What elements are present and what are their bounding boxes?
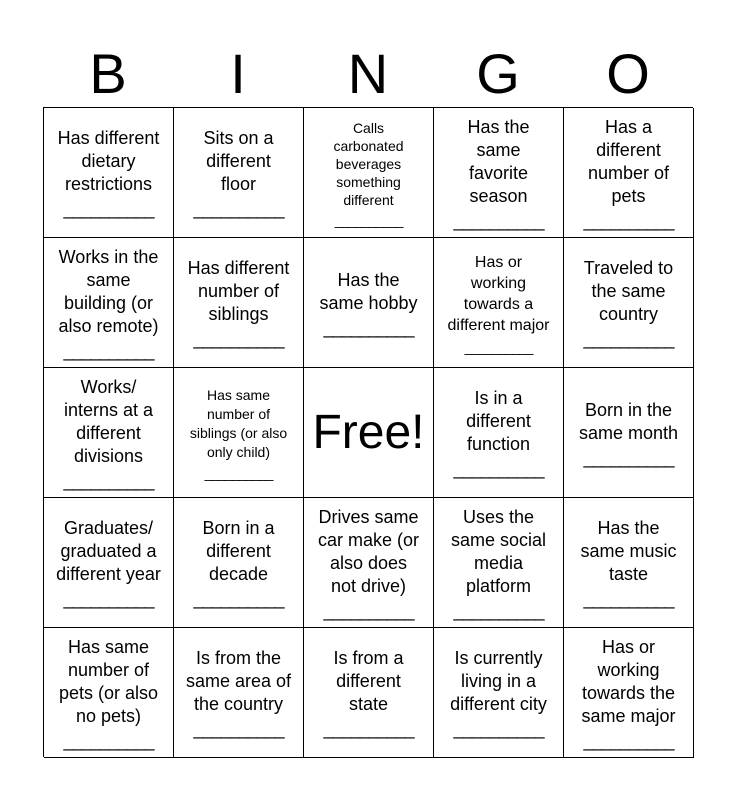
bingo-cell[interactable] [304, 238, 434, 368]
cell-prompt: Has different number of siblings [187, 258, 290, 324]
header-letter-n: N [347, 42, 389, 105]
bingo-cell[interactable] [434, 108, 564, 238]
free-space[interactable] [304, 368, 434, 498]
bingo-cell[interactable] [174, 498, 304, 628]
bingo-board [43, 107, 693, 757]
signature-line: __________ [453, 210, 544, 231]
bingo-cell[interactable] [564, 368, 694, 498]
signature-line: __________ [583, 447, 674, 468]
cell-prompt: Works/ interns at a different divisions [63, 376, 154, 466]
cell-prompt: Born in a different decade [202, 518, 275, 584]
cell-prompt: Has same number of pets (or also no pets) [58, 636, 159, 726]
bingo-cell[interactable] [564, 108, 694, 238]
signature-line: __________ [63, 199, 154, 219]
bingo-cell[interactable] [304, 108, 434, 238]
bingo-cell[interactable] [174, 108, 304, 238]
signature-line: __________ [583, 589, 674, 609]
signature-line: __________ [193, 199, 284, 219]
header-letter-b: B [89, 42, 127, 105]
cell-prompt: Has the same favorite season [467, 116, 530, 206]
signature-line: __________ [583, 329, 674, 349]
cell-prompt: Sits on a different floor [203, 128, 274, 194]
cell-prompt: Born in the same month [578, 399, 679, 443]
cell-prompt: Graduates/ graduated a different year [56, 518, 161, 584]
signature-line: __________ [453, 459, 544, 479]
cell-prompt: Has or working towards a different major [447, 253, 550, 334]
cell-prompt: Is from a different state [333, 648, 404, 714]
cell-prompt: Has a different number of pets [587, 116, 670, 206]
signature-line: __________ [323, 317, 414, 338]
bingo-cell[interactable] [44, 628, 174, 758]
header-letter-g: G [476, 42, 520, 105]
cell-prompt: Has same number of siblings (or also only child) [189, 386, 288, 460]
bingo-cell[interactable] [174, 238, 304, 368]
bingo-cell[interactable] [44, 108, 174, 238]
header-letter-i: I [230, 42, 246, 105]
signature-line: __________ [63, 589, 154, 609]
cell-prompt: Traveled to the same country [583, 258, 674, 324]
bingo-cell[interactable] [564, 498, 694, 628]
signature-line: __________ [193, 329, 284, 349]
bingo-cell[interactable] [44, 498, 174, 628]
bingo-cell[interactable] [564, 628, 694, 758]
signature-line: __________ [193, 589, 284, 609]
signature-line: __________ [583, 210, 674, 231]
bingo-cell[interactable] [44, 238, 174, 368]
bingo-cell[interactable] [174, 628, 304, 758]
bingo-cell[interactable] [304, 628, 434, 758]
bingo-cell[interactable] [564, 238, 694, 368]
signature-line: __________ [453, 600, 544, 621]
cell-prompt: Drives same car make (or also does not drive) [317, 506, 420, 596]
signature-line: __________ [193, 719, 284, 739]
signature-line: __________ [323, 600, 414, 621]
cell-prompt: Is from the same area of the country [185, 648, 292, 714]
cell-prompt: Is currently living in a different city [450, 648, 547, 714]
bingo-cell[interactable] [174, 368, 304, 498]
signature-line: __________ [63, 730, 154, 751]
bingo-cell[interactable] [44, 368, 174, 498]
bingo-cell[interactable] [434, 238, 564, 368]
cell-prompt: Works in the same building (or also remote) [58, 246, 159, 336]
bingo-cell[interactable] [434, 498, 564, 628]
bingo-header [43, 40, 693, 108]
signature-line: __________ [63, 340, 154, 361]
signature-line: __________ [453, 719, 544, 739]
cell-prompt: Uses the same social media platform [450, 506, 547, 596]
signature-line: __________ [583, 730, 674, 751]
signature-line: __________ [204, 464, 273, 481]
bingo-cell[interactable] [304, 498, 434, 628]
signature-line: __________ [323, 719, 414, 739]
free-space-label: Free! [312, 405, 425, 459]
cell-prompt: Is in a different function [466, 388, 531, 454]
cell-prompt: Has the same music taste [580, 518, 677, 584]
cell-prompt: Has or working towards the same major [581, 636, 676, 726]
bingo-cell[interactable] [434, 628, 564, 758]
cell-prompt: Has different dietary restrictions [57, 128, 160, 194]
signature-line: __________ [63, 470, 154, 491]
signature-line: __________ [464, 338, 533, 355]
header-letter-o: O [606, 42, 650, 105]
cell-prompt: Has the same hobby [319, 269, 418, 313]
cell-prompt: Calls carbonated beverages something different [333, 119, 404, 208]
signature-line: __________ [334, 211, 403, 228]
bingo-cell[interactable] [434, 368, 564, 498]
